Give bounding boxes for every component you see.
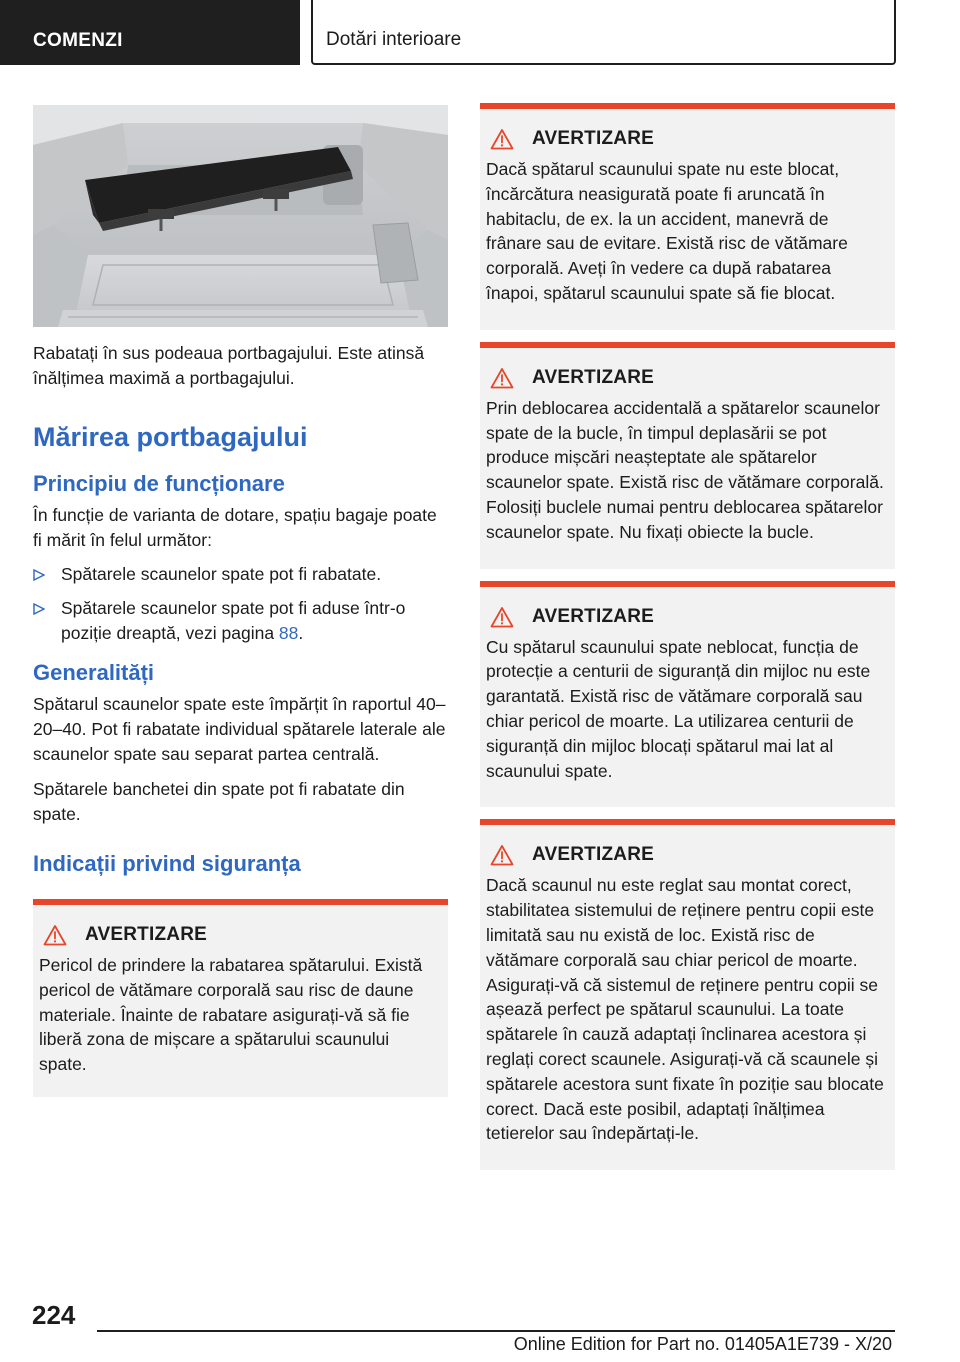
photo-caption: Rabatați în sus podeaua portbagajului. Este atinsă înălțimea maximă a portbagajului. [33,343,425,388]
footer-divider [97,1330,895,1332]
page-reference-link[interactable]: 88 [278,623,299,643]
warning-box [33,899,448,1097]
warning-triangle-icon [490,844,514,866]
page-reference-suffix: . [298,623,304,643]
warning-triangle-icon [490,128,514,150]
footer-edition: Online Edition for Part no. 01405A1E739 - X/20 [513,1334,892,1354]
warning-text: Cu spătarul scaunului spate neblocat, funcția de protecție a centurii de siguranță din mijloc nu este garantată. Există risc de vătămare corporală sau chiar pericol de moarte. La utilizarea centurii de siguranță din mijloc blocați spătarul mai lat al scaunului spate. [486,636,871,781]
list-item [33,562,448,587]
right-column [480,103,895,1170]
general-paragraph-2: Spătarele banchetei din spate pot fi rabatate din spate. [33,779,405,824]
list-item-text: Spătarele scaunelor spate pot fi aduse într-o poziție dreaptă, vezi pagina [61,598,406,643]
triangle-bullet-icon [33,569,45,581]
general-paragraph-1: Spătarul scaunelor spate este împărțit în raportul 40–20–40. Pot fi rabatate individual spătarele laterale ale scaunelor spate sau separat partea centrală. [33,694,446,764]
heading-safety: Indicații privind siguranța [33,851,301,876]
page-number: 224 [32,1300,76,1330]
warning-title: AVERTIZARE [85,924,207,945]
heading-enlarge-trunk: Mărirea portbagajului [33,422,308,452]
warning-title: AVERTIZARE [532,366,654,388]
warning-text: Dacă spătarul scaunului spate nu este blocat, încărcătura neasigurată poate fi aruncată în habitaclu, de ex. la un accident, manevră de frânare sau de evitare. Există risc de vătămare corporală. Aveți în vedere ca după rabatarea înapoi, spătarul scaunului spate să fie blocat. [486,159,848,303]
warning-triangle-icon [490,367,514,389]
triangle-bullet-icon [33,603,45,615]
warning-triangle-icon [43,924,67,946]
list-item [33,596,448,646]
warning-title: AVERTIZARE [532,844,654,866]
left-column [33,105,448,1097]
warning-header [486,127,885,151]
warning-box [480,103,895,330]
header-chapter-label: Dotări interioare [326,29,462,50]
heading-general: Generalități [33,660,155,685]
warning-header [486,843,885,867]
principle-intro: În funcție de varianta de dotare, spațiu bagaje poate fi mărit în felul următor: [33,505,437,550]
warning-box [480,581,895,808]
warning-text: Dacă scaunul nu este reglat sau montat corect, stabilitatea sistemului de reținere pentru copii este limitată sau nu există de loc. Există risc de vătămare corporală sau chiar pericol de moarte. Asigurați-vă că sistemul de reținere pentru copii se așează perfect pe spătarul scaunului. La toate spătarele în cauză adaptați înclinarea acestora și reglați corect scaunele. Asigurați-vă că scaunele și spătarele acestora sunt fixate în poziție sau blocate corect. Dacă este posibil, adaptați înălțimea tetierelor sau îndepărtați-le. [486,875,884,1144]
warning-box [480,342,895,569]
list-item-text: Spătarele scaunelor spate pot fi rabatate. [61,564,382,584]
warning-box [480,819,895,1170]
header-section-label: COMENZI [33,30,123,51]
warning-title: AVERTIZARE [532,128,654,149]
warning-header [486,605,885,629]
warning-text: Pericol de prindere la rabatarea spătarului. Există pericol de vătămare corporală sau risc de daune materiale. Înainte de rabatare asigurați-vă să fie liberă zona de mișcare a spătarului scaunului spate. [39,955,423,1075]
warning-text: Prin deblocarea accidentală a spătarelor scaunelor spate de la bucle, în timpul deplasării se pot produce mișcări neașteptate ale spătarelor scaunelor spate. Există risc de vătămare corporală. Folosiți buclele numai pentru deblocarea spătarelor scaunelor spate. Nu fixați obiecte la bucle. [486,397,884,542]
principle-list [33,562,448,646]
warning-title: AVERTIZARE [532,605,654,627]
warning-header [486,366,885,390]
heading-principle: Principiu de funcționare [33,471,285,496]
header-chapter-tab [311,0,896,65]
header-section-tab [0,0,300,65]
warning-header [39,923,438,947]
warning-triangle-icon [490,606,514,628]
trunk-floor-photo [33,105,448,327]
